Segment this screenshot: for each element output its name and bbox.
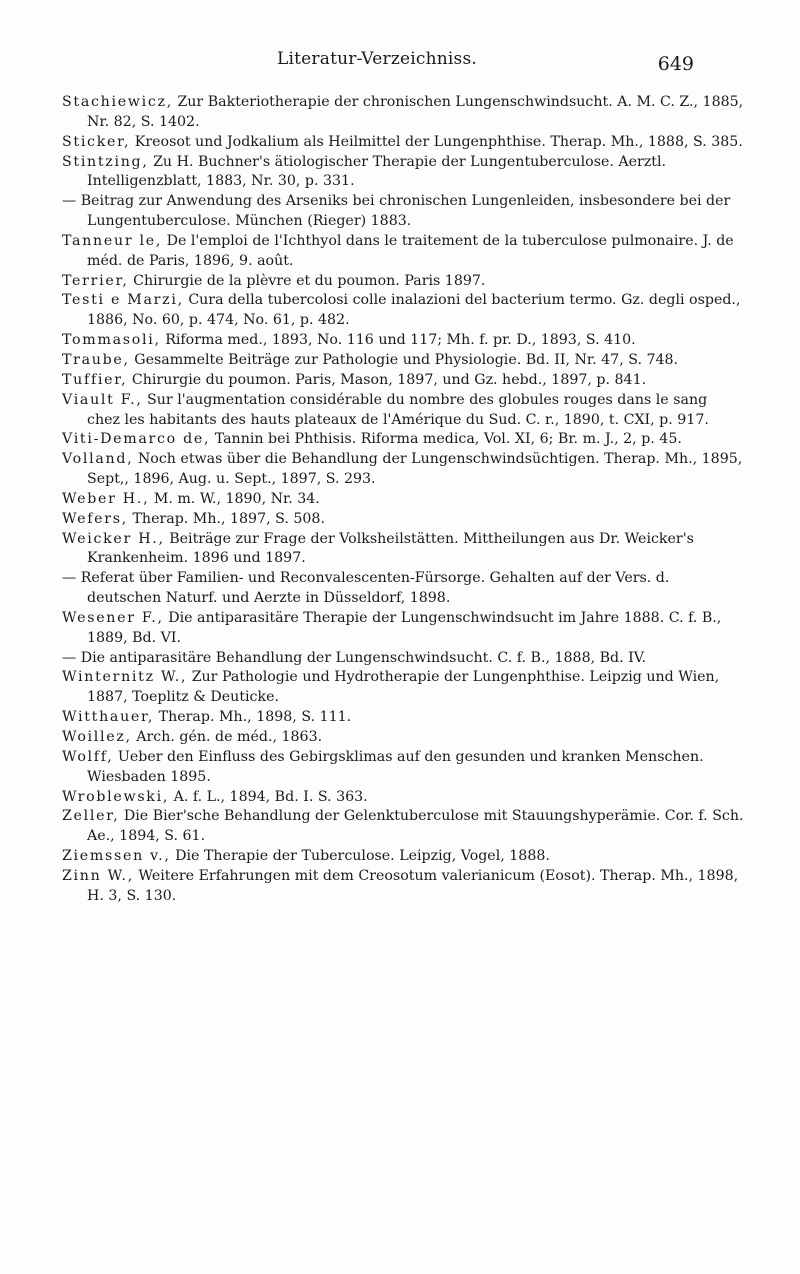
- entry-text: Therap. Mh., 1898, S. 111.: [158, 709, 352, 726]
- bibliography-entry: [62, 331, 744, 351]
- bibliography-entry: [62, 391, 744, 431]
- bibliography-entry: [62, 867, 744, 907]
- entry-author: Weber H.,: [62, 490, 150, 507]
- bibliography-entry: [62, 649, 744, 669]
- entry-text: Beiträge zur Frage der Volksheilstätten. Mittheilungen aus Dr. Weicker's Krankenheim. 1896 und 1897.: [87, 530, 694, 567]
- bibliography-entry: [62, 668, 744, 708]
- bibliography-list: [62, 93, 744, 907]
- entry-text: M. m. W., 1890, Nr. 34.: [153, 490, 320, 507]
- entry-author: Wefers,: [62, 510, 128, 527]
- entry-author: Volland,: [62, 451, 134, 468]
- bibliography-entry: [62, 510, 744, 530]
- entry-text: Die Therapie der Tuberculose. Leipzig, Vogel, 1888.: [175, 848, 550, 865]
- bibliography-entry: [62, 232, 744, 272]
- bibliography-entry: [62, 291, 744, 331]
- entry-author: Weicker H.,: [62, 530, 165, 547]
- entry-author: Wolff,: [62, 748, 114, 765]
- bibliography-entry: [62, 609, 744, 649]
- entry-author: Stintzing,: [62, 153, 149, 170]
- entry-text: Zur Bakteriotherapie der chronischen Lungenschwindsucht. A. M. C. Z., 1885, Nr. 82, S. 1402.: [87, 94, 744, 130]
- entry-text: Chirurgie du poumon. Paris, Mason, 1897, und Gz. hebd., 1897, p. 841.: [131, 371, 647, 388]
- bibliography-entry: [62, 93, 744, 133]
- entry-author: Winternitz W.,: [62, 669, 188, 686]
- bibliography-entry: [62, 192, 744, 232]
- bibliography-entry: [62, 788, 744, 808]
- entry-author: Zeller,: [62, 808, 120, 825]
- entry-text: Die Bier'sche Behandlung der Gelenktuberculose mit Stauungshyperämie. Cor. f. Sch. Ae., 1894, S. 61.: [87, 808, 744, 845]
- entry-text: — Beitrag zur Anwendung des Arseniks bei chronischen Lungenleiden, insbesondere bei der Lungentuberculose. München (Rieger) 1883.: [62, 193, 731, 230]
- entry-text: — Referat über Familien- und Reconvalescenten-Fürsorge. Gehalten auf der Vers. d. deutschen Naturf. und Aerzte in Düsseldorf, 1898.: [62, 570, 670, 607]
- entry-author: Woillez,: [62, 729, 132, 745]
- entry-author: Tuffier,: [62, 371, 128, 388]
- entry-author: Stachiewicz,: [62, 94, 173, 110]
- entry-author: Wroblewski,: [62, 788, 170, 805]
- entry-text: Zur Pathologie und Hydrotherapie der Lungenphthise. Leipzig und Wien, 1887, Toeplitz & Deuticke.: [87, 669, 720, 706]
- entry-text: — Die antiparasitäre Behandlung der Lungenschwindsucht. C. f. B., 1888, Bd. IV.: [62, 649, 647, 666]
- running-title: Literatur-Verzeichniss.: [277, 49, 477, 69]
- bibliography-entry: [62, 708, 744, 728]
- entry-text: Noch etwas über die Behandlung der Lungenschwindsüchtigen. Therap. Mh., 1895, Sept,, 1896, Aug. u. Sept., 1897, S. 293.: [87, 451, 743, 488]
- entry-author: Zinn W.,: [62, 867, 134, 884]
- entry-text: Zu H. Buchner's ätiologischer Therapie der Lungentuberculose. Aerztl. Intelligenzblatt, 1883, Nr. 30, p. 331.: [87, 153, 667, 190]
- bibliography-entry: [62, 490, 744, 510]
- bibliography-entry: [62, 133, 744, 153]
- entry-text: Gesammelte Beiträge zur Pathologie und Physiologie. Bd. II, Nr. 47, S. 748.: [134, 351, 679, 368]
- entry-author: Viault F.,: [62, 391, 143, 408]
- entry-author: Testi e Marzi,: [62, 292, 184, 309]
- page-number: 649: [657, 53, 694, 75]
- bibliography-entry: [62, 728, 744, 748]
- bibliography-entry: [62, 450, 744, 490]
- entry-author: Viti-Demarco de,: [62, 431, 211, 448]
- entry-author: Tanneur le,: [62, 232, 163, 249]
- entry-text: Sur l'augmentation considérable du nombre des globules rouges dans le sang chez les habitants des hauts plateaux de l'Amérique du Sud. C. r., 1890, t. CXI, p. 917.: [87, 391, 709, 428]
- entry-text: Arch. gén. de méd., 1863.: [136, 729, 323, 745]
- entry-text: Cura della tubercolosi colle inalazioni del bacterium termo. Gz. degli osped., 1886, No. 60, p. 474, No. 61, p. 482.: [87, 292, 741, 329]
- bibliography-entry: [62, 351, 744, 371]
- entry-text: Ueber den Einfluss des Gebirgsklimas auf den gesunden und kranken Menschen. Wiesbaden 1895.: [87, 748, 704, 785]
- entry-text: De l'emploi de l'Ichthyol dans le traitement de la tuberculose pulmonaire. J. de méd. de Paris, 1896, 9. août.: [87, 232, 734, 269]
- entry-text: Kreosot und Jodkalium als Heilmittel der Lungenphthise. Therap. Mh., 1888, S. 385.: [134, 133, 743, 150]
- entry-text: Die antiparasitäre Therapie der Lungenschwindsucht im Jahre 1888. C. f. B., 1889, Bd. VI.: [87, 609, 722, 646]
- entry-text: Chirurgie de la plèvre et du poumon. Paris 1897.: [133, 272, 486, 289]
- entry-text: A. f. L., 1894, Bd. I. S. 363.: [173, 788, 368, 805]
- entry-author: Traube,: [62, 351, 130, 368]
- entry-author: Witthauer,: [62, 709, 155, 726]
- entry-author: Ziemssen v.,: [62, 848, 171, 865]
- bibliography-entry: [62, 807, 744, 847]
- bibliography-entry: [62, 153, 744, 193]
- bibliography-entry: [62, 748, 744, 788]
- bibliography-entry: [62, 272, 744, 292]
- bibliography-entry: [62, 847, 744, 867]
- entry-text: Tannin bei Phthisis. Riforma medica, Vol. XI, 6; Br. m. J., 2, p. 45.: [214, 431, 682, 448]
- entry-text: Therap. Mh., 1897, S. 508.: [132, 510, 325, 527]
- entry-text: Riforma med., 1893, No. 116 und 117; Mh. f. pr. D., 1893, S. 410.: [165, 332, 636, 349]
- entry-author: Wesener F.,: [62, 609, 164, 626]
- entry-author: Sticker,: [62, 133, 131, 150]
- entry-author: Terrier,: [62, 272, 129, 289]
- entry-text: Weitere Erfahrungen mit dem Creosotum valerianicum (Eosot). Therap. Mh., 1898, H. 3, S. 130.: [87, 867, 739, 904]
- bibliography-entry: [62, 430, 744, 450]
- entry-author: Tommasoli,: [62, 332, 161, 349]
- bibliography-entry: [62, 530, 744, 570]
- page-header: [60, 49, 694, 73]
- bibliography-entry: [62, 569, 744, 609]
- bibliography-entry: [62, 371, 744, 391]
